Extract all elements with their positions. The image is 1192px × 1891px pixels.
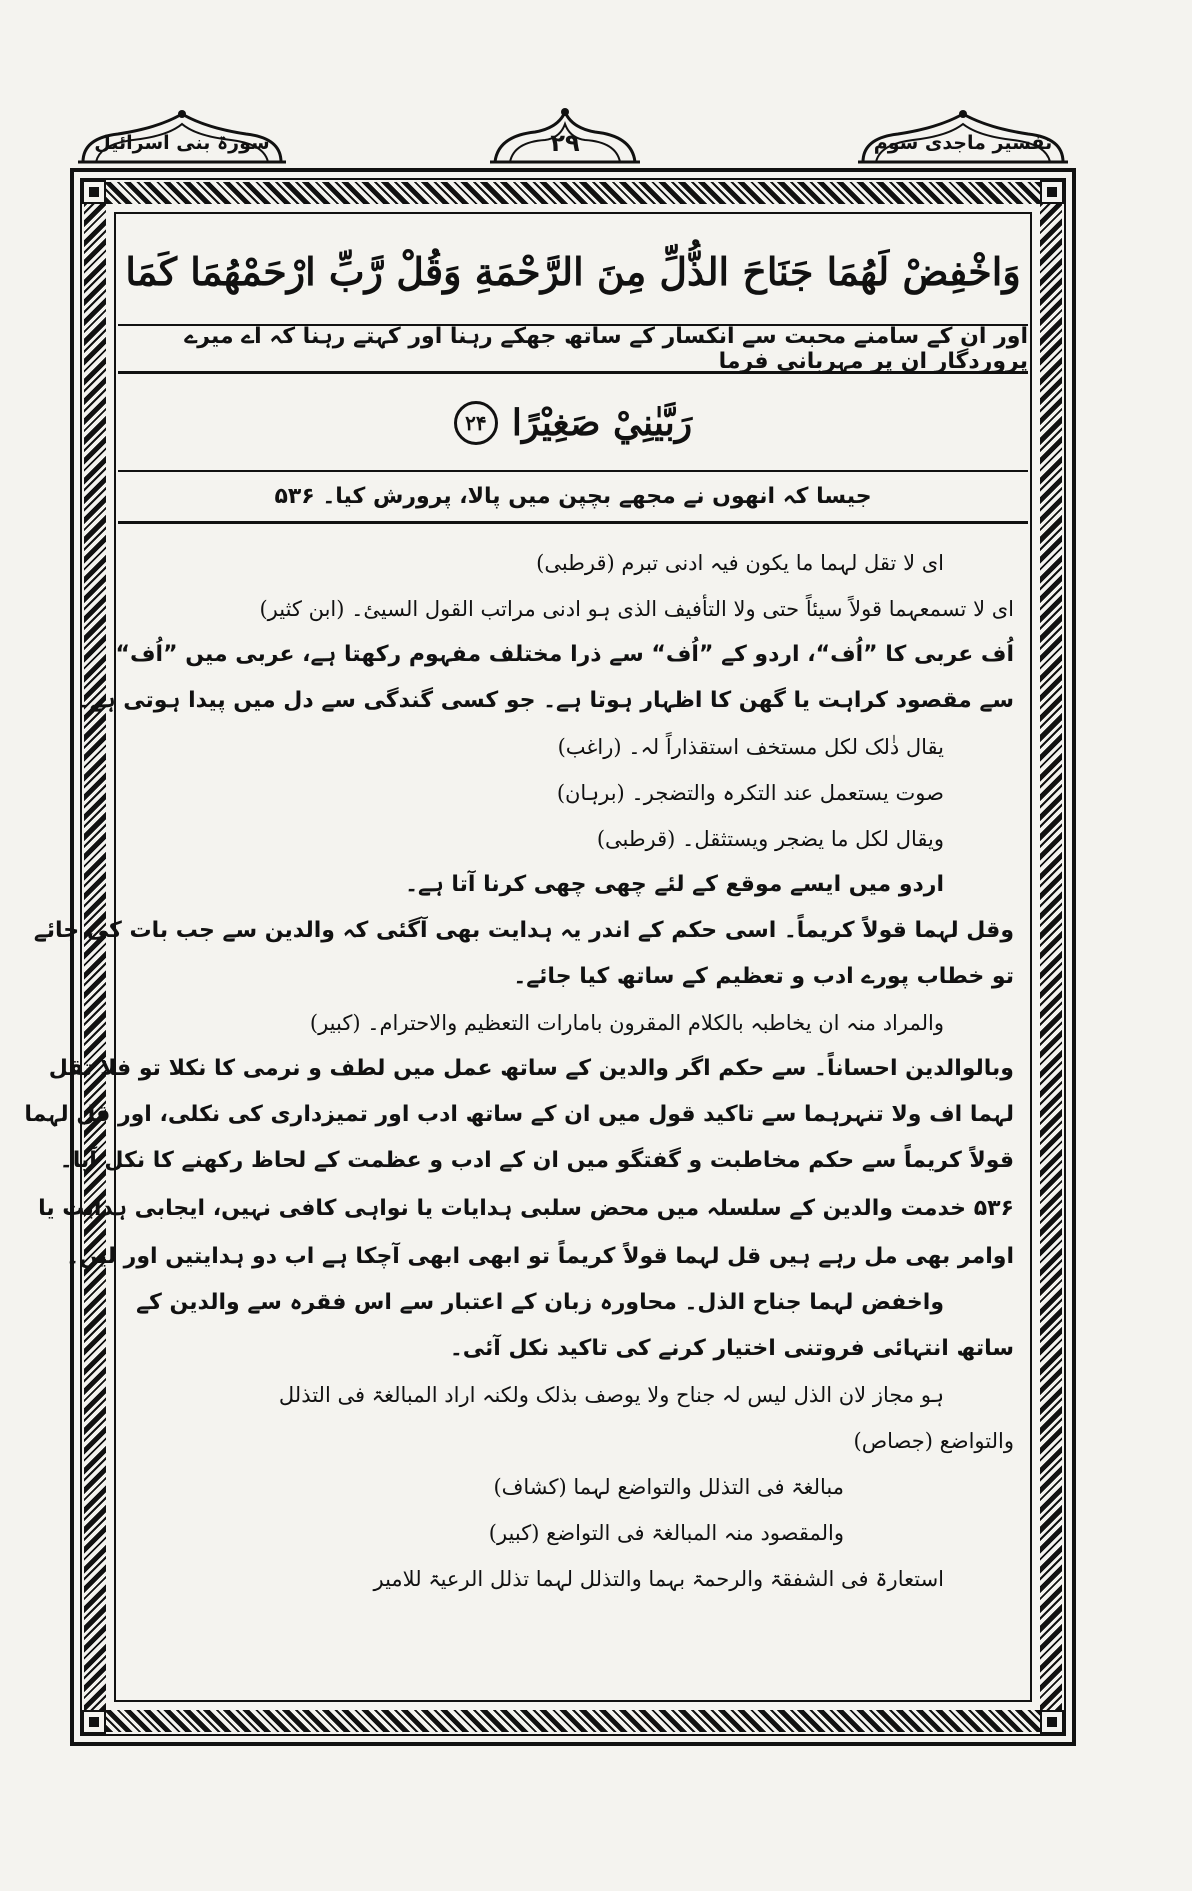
commentary-line: صوت یستعمل عند التکرہ والتضجر۔ (برہان) — [556, 781, 944, 805]
commentary-line: والتواضع (جصاص) — [853, 1429, 1014, 1453]
commentary-line: وقل لہما قولاً کریماً۔ اسی حکم کے اندر یہ ہدایت بھی آگئی کہ والدین سے جب بات کی جائے — [33, 918, 1014, 943]
corner-square-icon — [82, 1710, 106, 1734]
verse-translation-text-2: جیسا کہ انھوں نے مجھے بچپن میں پالا، پرورش کیا۔ ۵۳۶ — [274, 484, 872, 509]
verse-translation-line-2 — [118, 472, 1028, 524]
page-frame — [24, 168, 1076, 1746]
verse-arabic-text-1: وَاخْفِضْ لَهُمَا جَنَاحَ الذُّلِّ مِنَ الرَّحْمَةِ وَقُلْ رَّبِّ ارْحَمْهُمَا كَمَا — [125, 248, 1021, 294]
header-ornament-right — [858, 108, 1068, 164]
commentary-line: وبالوالدین احساناً۔ سے حکم اگر والدین کے ساتھ عمل میں لطف و نرمی کا نکلا تو فلا تقل — [48, 1056, 1014, 1081]
commentary-line: والمراد منہ ان یخاطبہ بالکلام المقرون بامارات التعظیم والاحترام۔ (کبیر) — [309, 1011, 944, 1035]
verse-translation-line-1 — [118, 323, 1028, 374]
verse-arabic-text-2: رَبَّيٰنِيْ صَغِيْرًا — [511, 402, 693, 444]
page-number: ۲۹ — [550, 129, 580, 157]
commentary-line: یقال ذٰلک لکل مستخف استقذاراً لہ۔ (راغب) — [557, 735, 944, 759]
running-header-book: تفسیر ماجدی سوم — [873, 132, 1053, 154]
corner-square-icon — [1040, 1710, 1064, 1734]
rope-border-right — [1040, 204, 1062, 1710]
verse-translation-text-1: اور ان کے سامنے محبت سے انکسار کے ساتھ جھکے رہنا اور کہتے رہنا کہ اے میرے پروردگار ان پر مہربانی فرما — [184, 323, 1028, 374]
verse-number-badge: ۲۴ — [454, 401, 498, 445]
corner-square-icon — [82, 180, 106, 204]
commentary-body — [24, 540, 1014, 1602]
running-header-surah: سورۃ بنی اسرائیل — [94, 132, 270, 154]
commentary-line: ۵۳۶ خدمت والدین کے سلسلہ میں محض سلبی ہدایات یا نواہی کافی نہیں، ایجابی ہدایت یا — [38, 1196, 1014, 1221]
commentary-line: والمقصود منہ المبالغۃ فی التواضع (کبیر) — [488, 1521, 844, 1545]
commentary-line: ساتھ انتہائی فروتنی اختیار کرنے کی تاکید نکل آئی۔ — [449, 1336, 1014, 1361]
commentary-line: قولاً کریماً سے حکم مخاطبت و گفتگو میں ان کے ادب و عظمت کے لحاظ رکھنے کا نکل آیا۔ — [59, 1148, 1014, 1173]
rope-border-top — [106, 182, 1040, 204]
commentary-line: ہو مجاز لان الذل لیس لہ جناح ولا یوصف بذلک ولکنہ اراد المبالغۃ فی التذلل — [278, 1383, 944, 1407]
commentary-line: ای لا تسمعہما قولاً سیئاً حتی ولا التأفیف الذی ہو ادنی مراتب القول السیئ۔ (ابن کثیر) — [259, 597, 1014, 621]
commentary-line: واخفض لہما جناح الذل۔ محاورہ زبان کے اعتبار سے اس فقرہ سے والدین کے — [136, 1290, 944, 1315]
rope-border-left — [84, 204, 106, 1710]
commentary-line: استعارۃ فی الشفقۃ والرحمۃ بہما والتذلل لہما تذلل الرعیۃ للامیر — [373, 1567, 944, 1591]
commentary-line: مبالغۃ فی التذلل والتواضع لہما (کشاف) — [493, 1475, 844, 1499]
commentary-line: تو خطاب پورے ادب و تعظیم کے ساتھ کیا جائے۔ — [513, 964, 1014, 989]
header-ornament-left — [78, 108, 286, 164]
commentary-line: ویقال لکل ما یضجر ویستثقل۔ (قرطبی) — [596, 827, 944, 851]
commentary-line: اُف عربی کا ”اُف“، اردو کے ”اُف“ سے ذرا مختلف مفہوم رکھتا ہے، عربی میں ”اُف“ — [115, 642, 1014, 667]
commentary-line: ای لا تقل لہما ما یکون فیہ ادنی تبرم (قرطبی) — [536, 551, 944, 575]
verse-arabic-line-1 — [118, 218, 1028, 326]
commentary-line: اوامر بھی مل رہے ہیں قل لہما قولاً کریماً تو ابھی ابھی آچکا ہے اب دو ہدایتیں اور لیں۔ — [66, 1244, 1014, 1269]
rope-border-bottom — [106, 1710, 1040, 1732]
commentary-line: اردو میں ایسے موقع کے لئے چھی چھی کرنا آتا ہے۔ — [405, 872, 944, 897]
commentary-line: لہما اف ولا تنہرہما سے تاکید قول میں ان کے ساتھ ادب اور تمیزداری کی نکلی، اور قل لہما — [24, 1102, 1014, 1127]
commentary-line: سے مقصود کراہت یا گھن کا اظہار ہوتا ہے۔ جو کسی گندگی سے دل میں پیدا ہوتی ہے۔ — [76, 688, 1014, 713]
corner-square-icon — [1040, 180, 1064, 204]
header-ornament-center — [490, 108, 640, 164]
verse-arabic-line-2 — [118, 376, 1028, 472]
